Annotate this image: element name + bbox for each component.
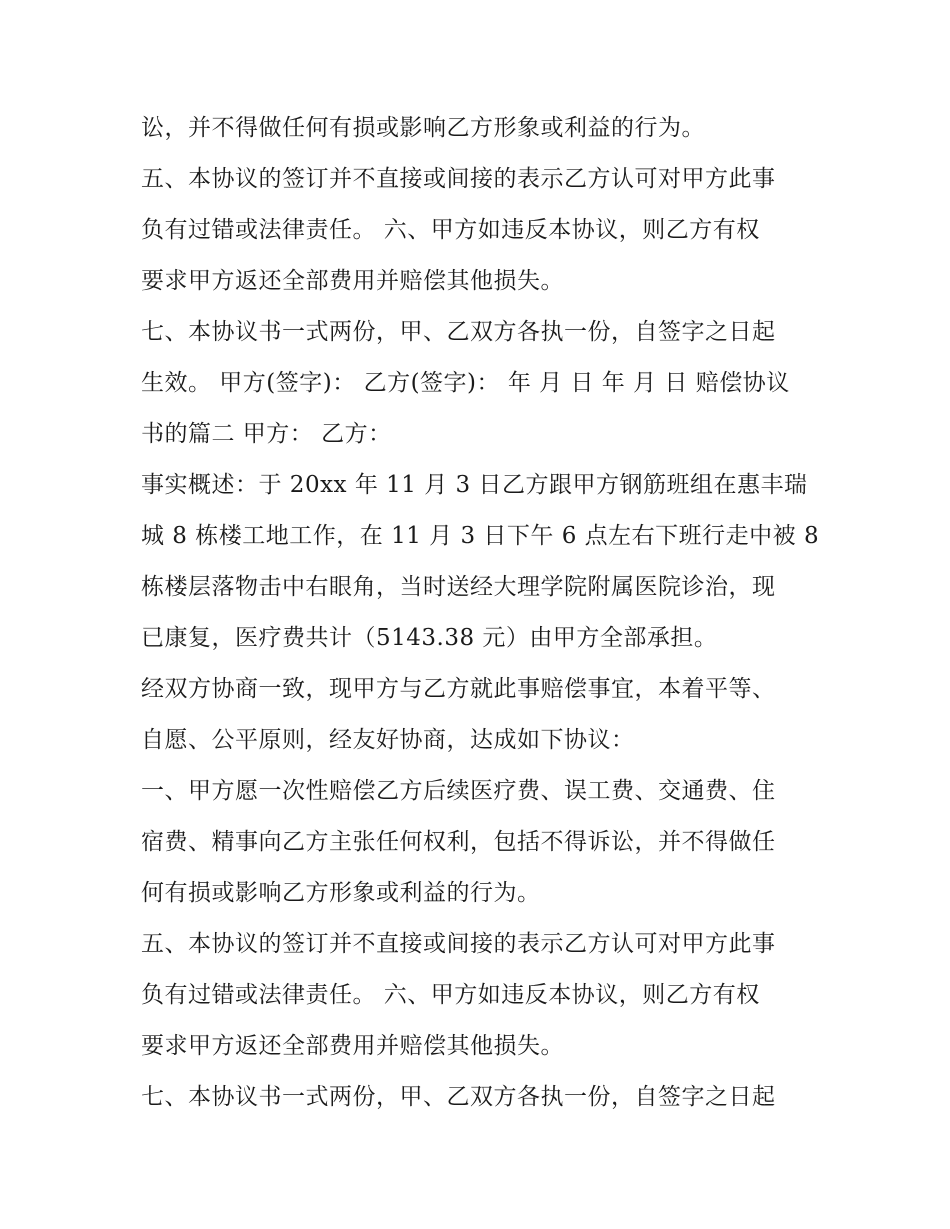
text-line: 何有损或影响乙方形象或利益的行为。 bbox=[141, 880, 541, 906]
text-line: 事实概述：于 20xx 年 11 月 3 日乙方跟甲方钢筋班组在惠丰瑞 bbox=[141, 472, 808, 498]
text-line: 要求甲方返还全部费用并赔偿其他损失。 bbox=[141, 1033, 564, 1059]
text-line: 七、本协议书一式两份，甲、乙双方各执一份，自签字之日起 bbox=[141, 319, 776, 345]
text-line: 栋楼层落物击中右眼角，当时送经大理学院附属医院诊治，现 bbox=[141, 574, 776, 600]
text-line: 已康复，医疗费共计（5143.38 元）由甲方全部承担。 bbox=[141, 625, 718, 651]
text-line: 城 8 栋楼工地工作，在 11 月 3 日下午 6 点左右下班行走中被 8 bbox=[141, 523, 820, 549]
text-line: 五、本协议的签订并不直接或间接的表示乙方认可对甲方此事 bbox=[141, 166, 776, 192]
text-line: 生效。 甲方(签字)： 乙方(签字)： 年 月 日 年 月 日 赔偿协议 bbox=[141, 370, 790, 396]
text-line: 讼，并不得做任何有损或影响乙方形象或利益的行为。 bbox=[141, 115, 705, 141]
document-body bbox=[141, 103, 821, 1123]
text-line: 七、本协议书一式两份，甲、乙双方各执一份，自签字之日起 bbox=[141, 1084, 776, 1110]
text-line: 一、甲方愿一次性赔偿乙方后续医疗费、误工费、交通费、住 bbox=[141, 778, 776, 804]
text-line: 负有过错或法律责任。 六、甲方如违反本协议，则乙方有权 bbox=[141, 217, 760, 243]
text-line: 负有过错或法律责任。 六、甲方如违反本协议，则乙方有权 bbox=[141, 982, 760, 1008]
text-line: 书的篇二 甲方： 乙方： bbox=[141, 421, 392, 447]
text-line: 经双方协商一致，现甲方与乙方就此事赔偿事宜，本着平等、 bbox=[141, 676, 776, 702]
text-line: 自愿、公平原则，经友好协商，达成如下协议： bbox=[141, 727, 635, 753]
text-line: 要求甲方返还全部费用并赔偿其他损失。 bbox=[141, 268, 564, 294]
text-line: 五、本协议的签订并不直接或间接的表示乙方认可对甲方此事 bbox=[141, 931, 776, 957]
text-line: 宿费、精事向乙方主张任何权利，包括不得诉讼，并不得做任 bbox=[141, 829, 776, 855]
